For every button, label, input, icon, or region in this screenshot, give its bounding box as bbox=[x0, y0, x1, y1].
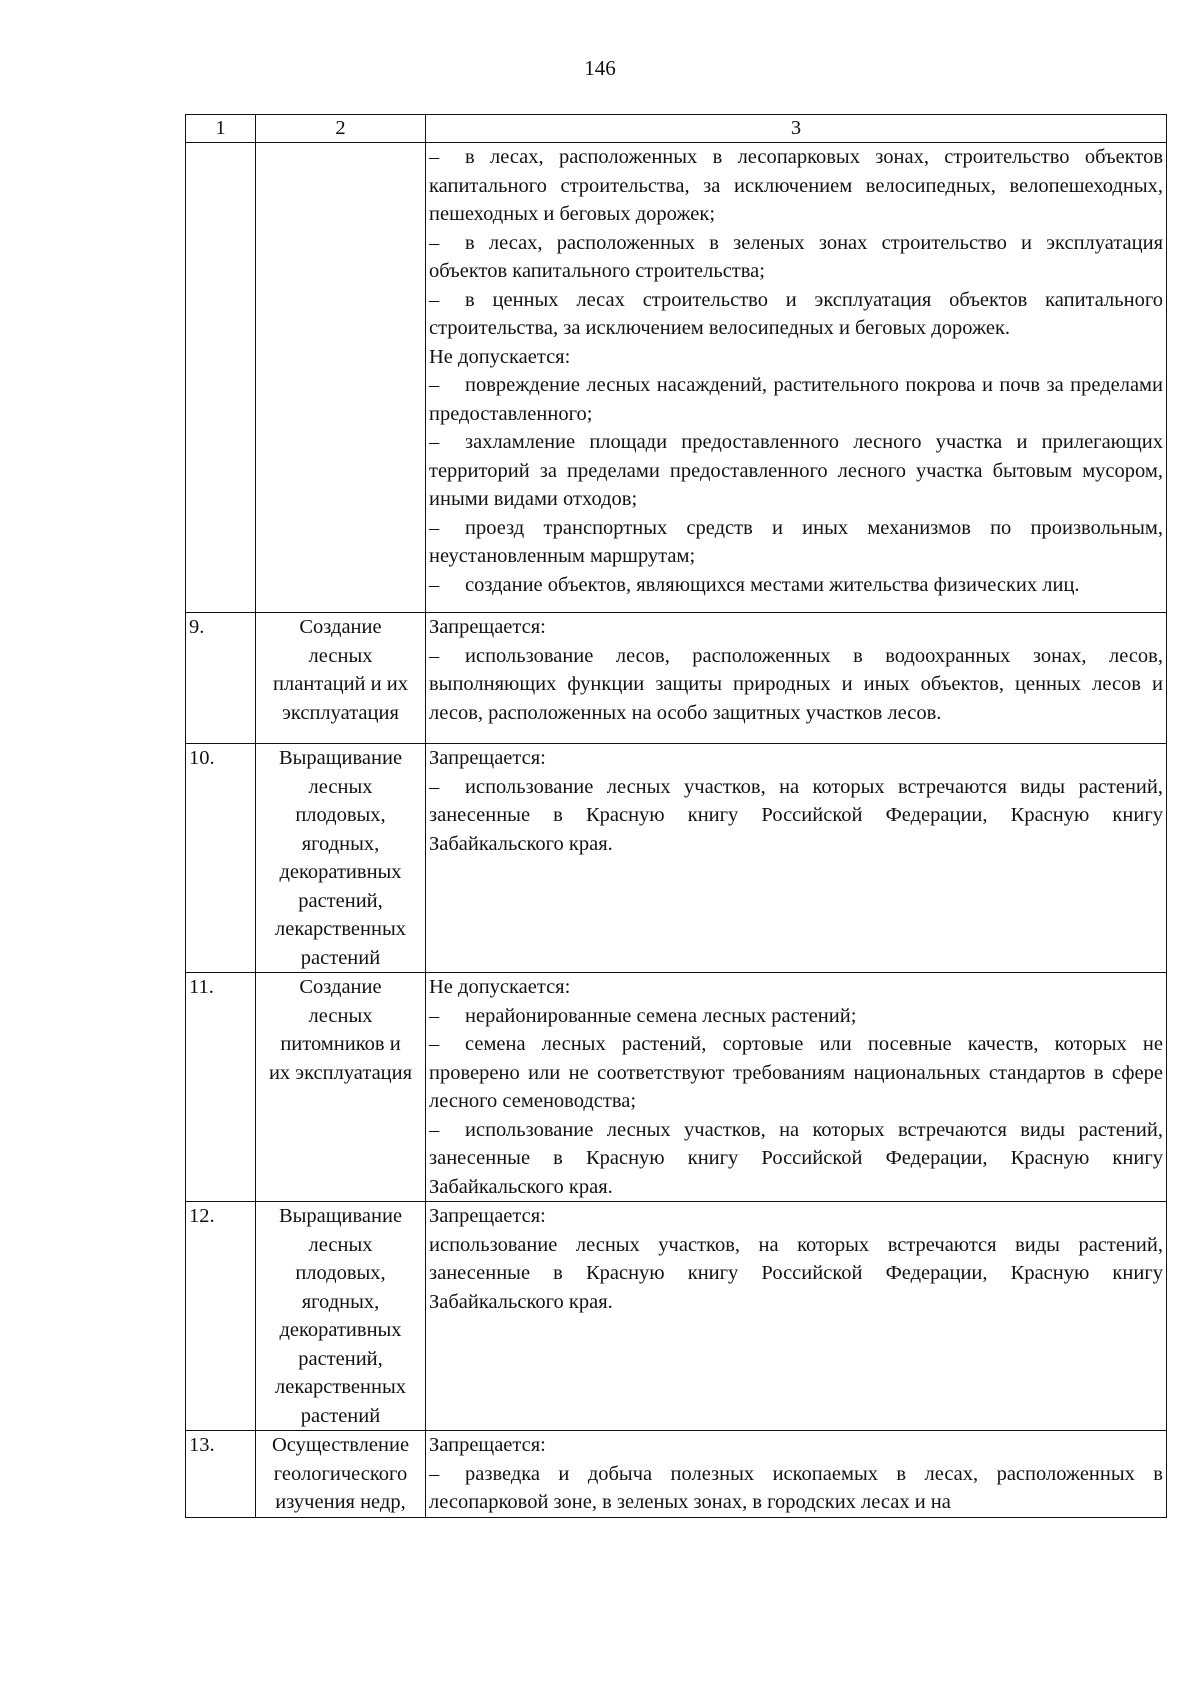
restriction-paragraph bbox=[429, 1002, 1163, 1031]
list-dash: – bbox=[429, 146, 440, 168]
activity-name-line: лесных bbox=[308, 1233, 373, 1256]
list-dash: – bbox=[429, 516, 440, 539]
restriction-text: семена лесных растений, сортовые или посевные качеств, которых не проверено или не соответствуют требованиям национальных стандартов в сфере лесного семеноводства; bbox=[429, 1033, 1163, 1112]
table-row bbox=[186, 1431, 1167, 1518]
restriction-paragraph bbox=[429, 642, 1163, 728]
restriction-text: Запрещается: bbox=[429, 616, 546, 638]
activity-name-line: лесных bbox=[308, 1004, 373, 1027]
restriction-paragraph bbox=[429, 1431, 1163, 1460]
header-col-1: 1 bbox=[186, 115, 256, 143]
list-dash: – bbox=[429, 1004, 440, 1027]
restriction-paragraph bbox=[429, 343, 1163, 372]
row-number: 13. bbox=[186, 1431, 256, 1518]
restriction-paragraph bbox=[429, 571, 1163, 600]
table-row bbox=[186, 1202, 1167, 1431]
activity-name-line: растений bbox=[300, 946, 381, 969]
restriction-paragraph bbox=[429, 1116, 1163, 1202]
list-dash: – bbox=[429, 1462, 440, 1485]
row-number: 9. bbox=[186, 613, 256, 744]
activity-name-line: лесных bbox=[308, 644, 373, 667]
restrictions-cell bbox=[426, 744, 1167, 973]
list-dash: – bbox=[429, 374, 440, 396]
restriction-text: использование лесных участков, на которых встречаются виды растений, занесенные в Красную книгу Российской Федерации, Красную книгу Забайкальского края. bbox=[429, 1118, 1163, 1198]
restriction-text: проезд транспортных средств и иных механизмов по произвольным, неустановленным маршрутам; bbox=[429, 516, 1163, 567]
restriction-text: Не допускается: bbox=[429, 345, 571, 368]
activity-name-line: плодовых, bbox=[295, 1262, 386, 1284]
table-row bbox=[186, 143, 1167, 613]
table-row bbox=[186, 613, 1167, 744]
restrictions-cell bbox=[426, 613, 1167, 744]
restrictions-cell bbox=[426, 143, 1167, 613]
activity-name-line: плантаций и их bbox=[273, 673, 408, 695]
restriction-paragraph bbox=[429, 143, 1163, 229]
restriction-text: использование лесных участков, на которых встречаются виды растений, занесенные в Красную книгу Российской Федерации, Красную книгу Забайкальского края. bbox=[429, 775, 1163, 855]
activity-name-line: Выращивание bbox=[278, 747, 403, 769]
restriction-text: нерайонированные семена лесных растений; bbox=[465, 1004, 857, 1027]
row-number: 10. bbox=[186, 744, 256, 973]
list-dash: – bbox=[429, 644, 440, 667]
restriction-text: повреждение лесных насаждений, растительного покрова и почв за пределами предоставленного; bbox=[429, 374, 1163, 425]
activity-name bbox=[256, 1202, 426, 1431]
activity-name bbox=[256, 613, 426, 744]
header-col-3: 3 bbox=[426, 115, 1167, 143]
restriction-paragraph bbox=[429, 1460, 1163, 1517]
restriction-paragraph bbox=[429, 229, 1163, 286]
list-dash: – bbox=[429, 573, 440, 596]
activity-name-line: ягодных, bbox=[301, 832, 380, 855]
table-header-row bbox=[186, 115, 1167, 143]
restrictions-cell bbox=[426, 1202, 1167, 1431]
restriction-text: Не допускается: bbox=[429, 976, 571, 998]
row-number: 12. bbox=[186, 1202, 256, 1431]
restriction-text: в лесах, расположенных в лесопарковых зонах, строительство объектов капитального строительства, за исключением велосипедных, велопешеходных, пешеходных и беговых дорожек; bbox=[429, 146, 1163, 225]
restriction-paragraph bbox=[429, 514, 1163, 571]
list-dash: – bbox=[429, 231, 440, 254]
restriction-paragraph bbox=[429, 371, 1163, 428]
restriction-text: использование лесов, расположенных в водоохранных зонах, лесов, выполняющих функции защиты природных и иных объектов, ценных лесов и лесов, расположенных на особо защитных участков лесов. bbox=[429, 644, 1163, 724]
restriction-paragraph bbox=[429, 773, 1163, 859]
table-body bbox=[186, 115, 1167, 1518]
activity-name-line: растений bbox=[300, 1404, 381, 1427]
row-number bbox=[186, 143, 256, 613]
restriction-text: в лесах, расположенных в зеленых зонах строительство и эксплуатация объектов капитального строительства; bbox=[429, 231, 1163, 282]
activity-name-line: Осуществление bbox=[271, 1434, 410, 1456]
restriction-paragraph bbox=[429, 613, 1163, 642]
restriction-text: создание объектов, являющихся местами жительства физических лиц. bbox=[465, 573, 1080, 596]
list-dash: – bbox=[429, 1033, 440, 1055]
activity-name bbox=[256, 744, 426, 973]
activity-name bbox=[256, 1431, 426, 1518]
activity-name-line: Выращивание bbox=[278, 1205, 403, 1227]
activity-name-line: растений, bbox=[298, 889, 383, 912]
restriction-paragraph bbox=[429, 1030, 1163, 1116]
activity-name-line: Создание bbox=[299, 616, 382, 638]
restrictions-cell bbox=[426, 1431, 1167, 1518]
header-col-2: 2 bbox=[256, 115, 426, 143]
row-number: 11. bbox=[186, 973, 256, 1202]
table-row bbox=[186, 744, 1167, 973]
restriction-text: в ценных лесах строительство и эксплуатация объектов капитального строительства, за исключением велосипедных и беговых дорожек. bbox=[429, 288, 1163, 339]
restriction-text: использование лесных участков, на которых встречаются виды растений, занесенные в Красную книгу Российской Федерации, Красную книгу Забайкальского края. bbox=[429, 1233, 1163, 1313]
restrictions-cell bbox=[426, 973, 1167, 1202]
restriction-paragraph bbox=[429, 744, 1163, 773]
activity-name-line: изучения недр, bbox=[275, 1491, 406, 1513]
activity-name-line: лекарственных bbox=[274, 918, 406, 940]
activity-name bbox=[256, 143, 426, 613]
activity-name-line: Создание bbox=[299, 976, 382, 998]
table-row bbox=[186, 973, 1167, 1202]
restriction-text: Запрещается: bbox=[429, 1205, 546, 1227]
activity-name-line: геологического bbox=[273, 1462, 408, 1485]
restriction-paragraph bbox=[429, 1231, 1163, 1317]
list-dash: – bbox=[429, 775, 440, 798]
activity-name-line: растений, bbox=[298, 1347, 383, 1370]
restriction-text: Запрещается: bbox=[429, 747, 546, 769]
activity-name-line: ягодных, bbox=[301, 1290, 380, 1313]
page-number: 146 bbox=[584, 56, 616, 80]
restriction-paragraph bbox=[429, 973, 1163, 1002]
restriction-text: Запрещается: bbox=[429, 1434, 546, 1456]
activity-name-line: декоративных bbox=[279, 1319, 402, 1341]
activity-name-line: лесных bbox=[308, 775, 373, 798]
list-dash: – bbox=[429, 288, 440, 311]
activity-name-line: лекарственных bbox=[274, 1376, 406, 1398]
restriction-paragraph bbox=[429, 428, 1163, 514]
restriction-text: захламление площади предоставленного лесного участка и прилегающих территорий за пределами предоставленного лесного участка бытовым мусором, иными видами отходов; bbox=[429, 431, 1163, 510]
activity-name-line: плодовых, bbox=[295, 804, 386, 826]
list-dash: – bbox=[429, 431, 440, 453]
restriction-paragraph bbox=[429, 286, 1163, 343]
activity-name-line: декоративных bbox=[279, 861, 402, 883]
list-dash: – bbox=[429, 1118, 440, 1141]
activity-name bbox=[256, 973, 426, 1202]
restriction-paragraph bbox=[429, 1202, 1163, 1231]
regulations-table bbox=[185, 114, 1167, 1518]
activity-name-line: их эксплуатация bbox=[268, 1061, 413, 1084]
activity-name-line: питомников и bbox=[280, 1033, 401, 1055]
restriction-text: разведка и добыча полезных ископаемых в лесах, расположенных в лесопарковой зоне, в зеленых зонах, в городских лесах и на bbox=[429, 1462, 1163, 1513]
activity-name-line: эксплуатация bbox=[282, 701, 399, 724]
